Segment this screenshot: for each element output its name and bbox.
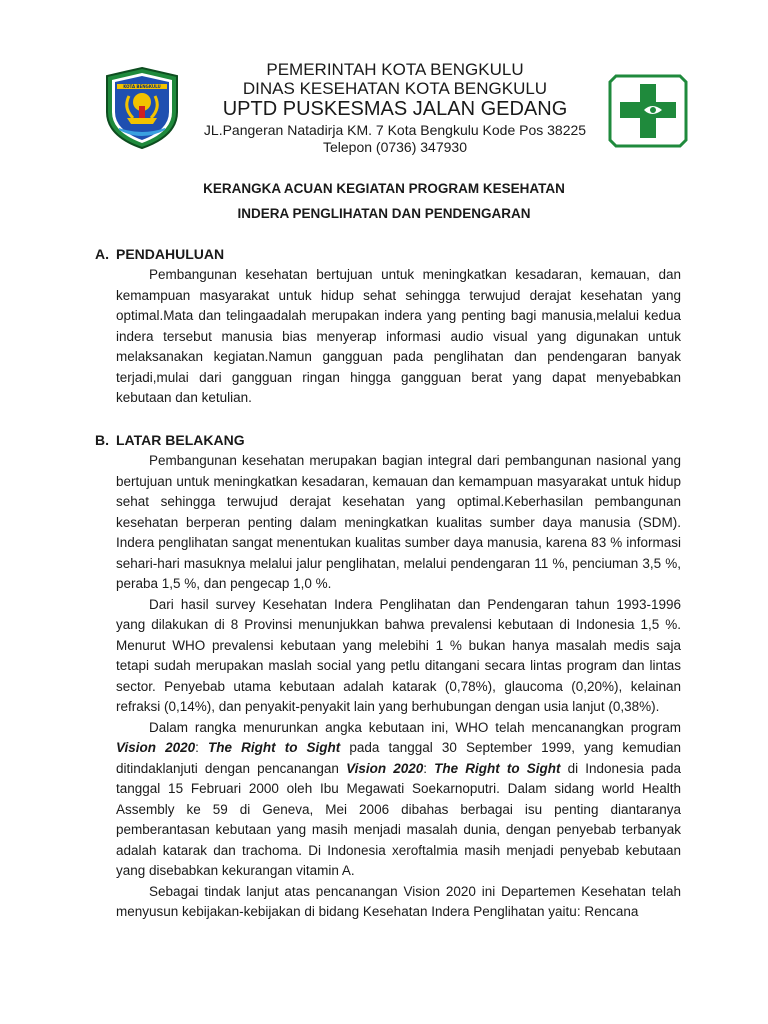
p3-emphasis-right-2: The Right to Sight bbox=[434, 760, 561, 776]
city-emblem-icon bbox=[103, 66, 181, 150]
p3-text-3: pada tanggal 30 September 1999, yang kemudian ditindaklanjuti dengan pencanangan bbox=[116, 740, 681, 776]
government-name: PEMERINTAH KOTA BENGKULU bbox=[266, 60, 524, 79]
p3-emphasis-right-1: The Right to Sight bbox=[208, 740, 341, 755]
section-a-heading bbox=[95, 246, 224, 262]
section-b-heading bbox=[95, 432, 245, 448]
section-b-paragraph-1: Pembangunan kesehatan merupakan bagian integral dari pembangunan nasional yang bertujuan untuk meningkatkan kesadaran, kemauan dan kemampuan masyarakat untuk hidup sehat sehingga terwujud derajat kesehatan yang optimal.Keberhasilan pembangunan kesehatan berperan penting dalam meningkatkan kualitas sumber daya manusia (SDM). Indera penglihatan sangat menentukan kualitas sumber daya manusia, karena 83 % informasi sehari-hari masuknya melalui jalur penglihatan, melalui pendengaran 11 %, penciuman 3,5 %, peraba 1,5 %, dan pengecap 1,0 %. bbox=[116, 453, 681, 591]
department-name: DINAS KESEHATAN KOTA BENGKULU bbox=[242, 79, 548, 98]
p3-emphasis-vision-2: Vision 2020 bbox=[346, 760, 424, 776]
p3-text-5: di Indonesia pada tanggal 15 Februari 2000 oleh Ibu Megawati Soekarnoputri. Dalam sidang world Health Assembly ke 59 di Geneva, Mei 2006 dibahas berbagai isu penting diantaranya pemberantasan kebutaan yang masih menjadi masalah dunia, dengan penyebab terbanyak adalah katarak dan trachoma. Di Indonesia xeroftalmia masih menjadi penyebab kebutaan yang disebabkan kekurangan vitamin A. bbox=[116, 760, 681, 878]
p3-text-2: : bbox=[195, 740, 208, 755]
p3-text-1: Dalam rangka menurunkan angka kebutaan ini, WHO telah mencanangkan program bbox=[149, 719, 681, 735]
section-b-paragraph-2: Dari hasil survey Kesehatan Indera Penglihatan dan Pendengaran tahun 1993-1996 yang dilakukan di 8 Provinsi menunjukkan bahwa prevalensi kebutaan di Indonesia 1,5 %. Menurut WHO prevalensi kebutaan yang melebihi 1 % bukan hanya masalah medis saja tetapi sudah merupakan maslah social yang petlu ditangani secara lintas program dan lintas sector. Penyebab utama kebutaan adalah katarak (0,78%), glaucoma (0,20%), kelainan refraksi (0,14%), dan penyakit-penyakit lain yang berhubungan dengan usia lanjut (0,38%). bbox=[116, 596, 681, 714]
phone: Telepon (0736) 347930 bbox=[322, 139, 467, 155]
section-b-label: B. bbox=[95, 432, 109, 448]
section-b-title: LATAR BELAKANG bbox=[116, 432, 245, 448]
section-b-paragraph-3 bbox=[116, 718, 681, 882]
section-b-body bbox=[116, 451, 681, 923]
health-cross-icon bbox=[608, 74, 688, 148]
document-title-line-2: INDERA PENGLIHATAN DAN PENDENGARAN bbox=[237, 206, 531, 221]
section-a-title: PENDAHULUAN bbox=[116, 246, 225, 262]
section-b-paragraph-4: Sebagai tindak lanjut atas pencanangan Vision 2020 ini Departemen Kesehatan telah menyusun kebijakan-kebijakan di bidang Kesehatan Indera Penglihatan yaitu: Rencana bbox=[116, 883, 681, 919]
address: JL.Pangeran Natadirja KM. 7 Kota Bengkulu Kode Pos 38225 bbox=[203, 122, 587, 138]
section-a-label: A. bbox=[95, 246, 109, 262]
section-a-paragraph: Pembangunan kesehatan bertujuan untuk meningkatkan kesadaran, kemauan, dan kemampuan masyarakat untuk hidup sehat sehingga terwujud derajat kesehatan yang optimal.Mata dan telingaadalah merupakan indera yang penting bagi manusia,melalui kedua indera tersebut manusia bias menyerap informasi audio visual yang digunakan untuk melaksanakan kegiatan.Namun gangguan pada penglihatan dan pendengaran banyak terjadi,mulai dari gangguan ringan hingga gangguan berat yang dapat menyebabkan kebutaan dan ketulian. bbox=[116, 267, 681, 405]
p3-emphasis-vision-1: Vision 2020 bbox=[116, 740, 196, 755]
letterhead bbox=[180, 60, 610, 156]
emblem-text: KOTA BENGKULU bbox=[123, 84, 161, 89]
p3-text-4: : bbox=[423, 760, 435, 776]
institution-name: UPTD PUSKESMAS JALAN GEDANG bbox=[222, 98, 568, 120]
section-a-body bbox=[116, 265, 681, 409]
document-title-line-1: KERANGKA ACUAN KEGIATAN PROGRAM KESEHATAN bbox=[203, 181, 565, 196]
